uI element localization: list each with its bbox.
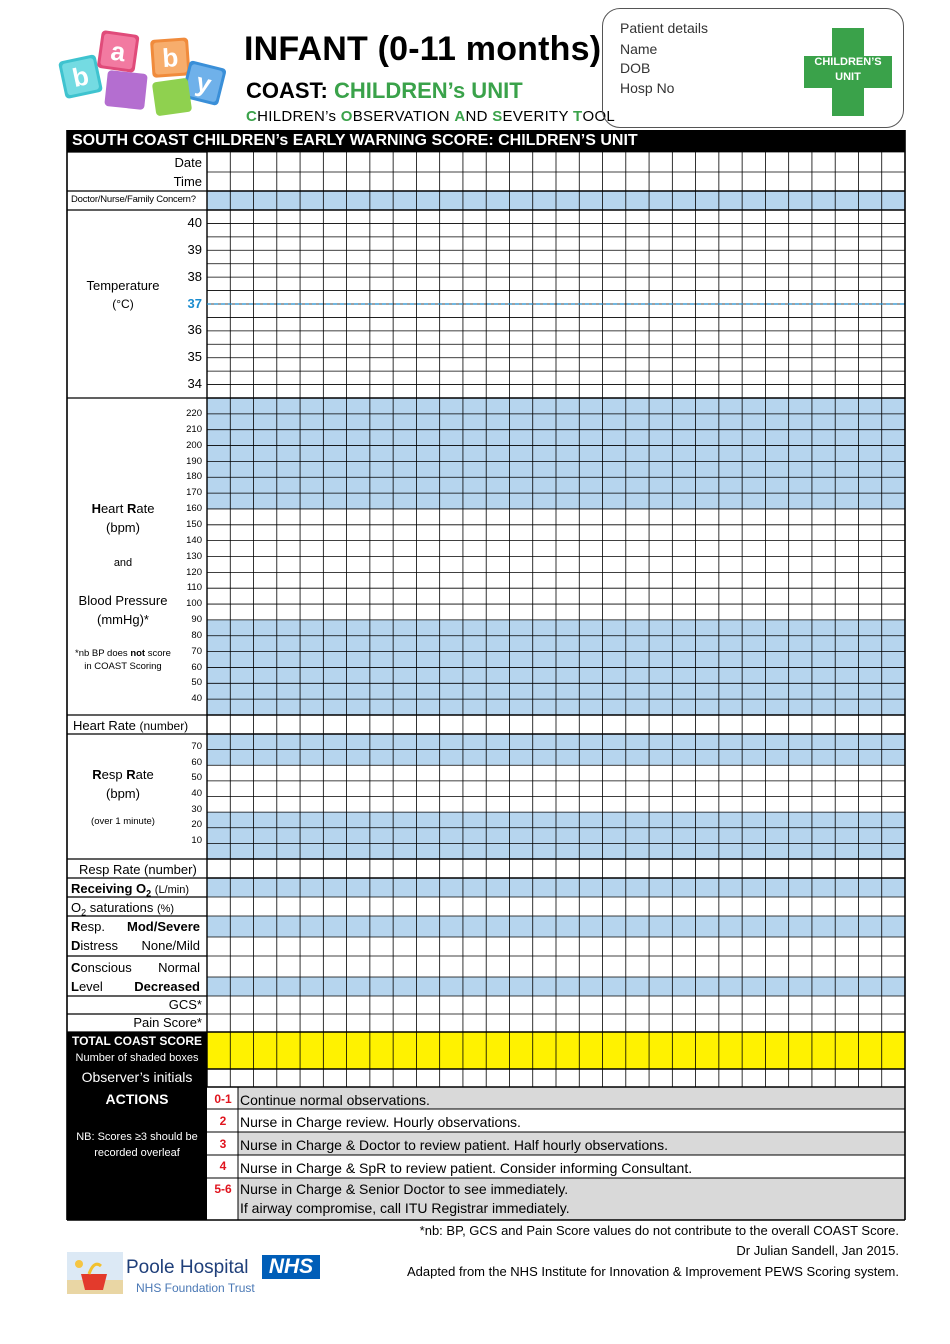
distress-label: Distress (71, 938, 118, 953)
poole-hospital-logo-icon (67, 1252, 123, 1294)
concern-label: Doctor/Nurse/Family Concern? (71, 194, 196, 205)
action-text-0-1: Continue normal observations. (240, 1092, 430, 1108)
svg-text:b: b (161, 42, 180, 74)
heart-rate-tick: 200 (186, 439, 202, 451)
resp-rate-tick: 30 (191, 803, 202, 815)
resp-rate-tick: 40 (191, 787, 202, 799)
temperature-label: Temperature (86, 278, 160, 293)
resp-rate-number-label: Resp Rate (number) (79, 862, 197, 877)
blood-pressure-unit: (mmHg)* (97, 612, 149, 627)
time-label: Time (173, 174, 202, 189)
resp-rate-tick: 50 (191, 772, 202, 784)
blood-pressure-label: Blood Pressure (78, 593, 168, 608)
resp-rate-note: (over 1 minute) (91, 816, 155, 827)
patient-hospno-label: Hosp No (620, 80, 675, 96)
bp-note-2: in COAST Scoring (84, 661, 162, 672)
heart-rate-tick: 50 (191, 677, 202, 689)
resp-rate-tick: 20 (191, 819, 202, 831)
heart-rate-tick: 130 (186, 550, 202, 562)
heart-rate-tick: 80 (191, 629, 202, 641)
temperature-tick: 39 (187, 241, 202, 257)
patient-name-label: Name (620, 41, 658, 57)
svg-text:b: b (69, 60, 92, 93)
temperature-tick: 35 (187, 349, 202, 365)
actions-title: ACTIONS (105, 1091, 169, 1107)
temperature-tick: 40 (187, 215, 202, 230)
footer-author: Dr Julian Sandell, Jan 2015. (736, 1243, 899, 1258)
patient-details-heading: Patient details (620, 20, 708, 36)
and-label: and (113, 557, 133, 569)
heart-rate-tick: 170 (186, 487, 202, 499)
action-text-3: Nurse in Charge & Doctor to review patient. Half hourly observations. (240, 1137, 668, 1153)
action-score-4: 4 (219, 1159, 227, 1173)
patient-dob-label: DOB (620, 60, 651, 76)
heart-rate-tick: 60 (191, 661, 202, 673)
temperature-unit: (°C) (112, 297, 134, 311)
heart-rate-number-label: Heart Rate (number) (73, 718, 189, 733)
heart-rate-tick: 220 (186, 408, 202, 419)
svg-text:y: y (193, 66, 215, 100)
resp-mod-severe: Mod/Severe (127, 919, 200, 934)
conscious-label: Conscious (71, 960, 132, 975)
heart-rate-tick: 120 (186, 566, 202, 578)
heart-rate-tick: 180 (186, 471, 202, 483)
coast-acronym: CHILDREN’s OBSERVATION AND SEVERITY TOOL (246, 108, 616, 125)
resp-rate-tick: 70 (191, 741, 202, 752)
observer-initials-label: Observer’s initials (81, 1069, 193, 1085)
chart-banner: SOUTH COAST CHILDREN’s EARLY WARNING SCORE: CHILDREN’S UNIT (67, 130, 905, 152)
heart-rate-tick: 40 (191, 693, 202, 705)
action-text-5-6-line2: If airway compromise, call ITU Registrar immediately. (240, 1200, 570, 1216)
heart-rate-tick: 100 (186, 598, 202, 610)
total-score-sublabel: Number of shaded boxes (75, 1052, 199, 1064)
nhs-logo: NHS (262, 1255, 320, 1279)
heart-rate-tick: 140 (186, 534, 202, 546)
page-subtitle: COAST: CHILDREN’s UNIT (246, 78, 523, 103)
gcs-label: GCS* (168, 997, 202, 1012)
actions-note: NB: Scores ≥3 should be recorded overleaf (76, 1131, 198, 1159)
resp-rate-unit: (bpm) (106, 786, 140, 801)
resp-rate-tick: 10 (191, 834, 202, 846)
conscious-decreased: Decreased (134, 979, 200, 994)
action-score-2: 2 (219, 1114, 227, 1128)
resp-distress-label: Resp. (71, 919, 105, 934)
footer-adapted: Adapted from the NHS Institute for Innovation & Improvement PEWS Scoring system. (406, 1264, 899, 1279)
heart-rate-tick: 150 (186, 518, 202, 530)
heart-rate-tick: 210 (186, 423, 202, 435)
page-title: INFANT (0-11 months) (244, 30, 602, 68)
temperature-tick: 36 (187, 322, 202, 338)
temperature-tick: 37 (187, 295, 202, 311)
trust-name: NHS Foundation Trust (136, 1281, 255, 1295)
action-text-4: Nurse in Charge & SpR to review patient. Consider informing Consultant. (240, 1160, 693, 1176)
pain-score-label: Pain Score* (133, 1015, 202, 1030)
resp-rate-label: Resp Rate (92, 767, 154, 782)
heart-rate-tick: 160 (186, 503, 202, 515)
svg-text:a: a (108, 35, 128, 68)
footer-note: *nb: BP, GCS and Pain Score values do not contribute to the overall COAST Score. (419, 1223, 899, 1238)
heart-rate-tick: 70 (191, 645, 202, 657)
action-score-5-6: 5-6 (214, 1182, 232, 1196)
level-label: Level (71, 979, 103, 994)
heart-rate-tick: 90 (191, 614, 202, 626)
bp-note: *nb BP does not score (75, 648, 171, 659)
temperature-tick: 38 (187, 268, 202, 284)
resp-rate-tick: 60 (191, 756, 202, 768)
o2-label: Receiving $O_2$ (L/min) (71, 881, 190, 899)
resp-none-mild: None/Mild (141, 938, 200, 953)
heart-rate-unit: (bpm) (106, 520, 140, 535)
hospital-name: Poole Hospital (126, 1257, 249, 1278)
heart-rate-tick: 110 (186, 582, 202, 594)
action-text-5-6: Nurse in Charge & Senior Doctor to see immediately. (240, 1181, 569, 1197)
conscious-normal: Normal (158, 960, 200, 975)
action-score-0-1: 0-1 (214, 1092, 232, 1106)
action-score-3: 3 (219, 1137, 227, 1151)
action-text-2: Nurse in Charge review. Hourly observations. (240, 1114, 521, 1130)
heart-rate-tick: 190 (186, 455, 202, 467)
heart-rate-label: Heart Rate (91, 501, 155, 516)
date-label: Date (174, 155, 202, 170)
childrens-unit-badge: CHILDREN’S UNIT (814, 56, 882, 83)
total-score-label: TOTAL COAST SCORE (71, 1034, 202, 1048)
temperature-tick: 34 (187, 376, 202, 392)
saturations-label: $O_2$ saturations (%) (71, 900, 175, 918)
